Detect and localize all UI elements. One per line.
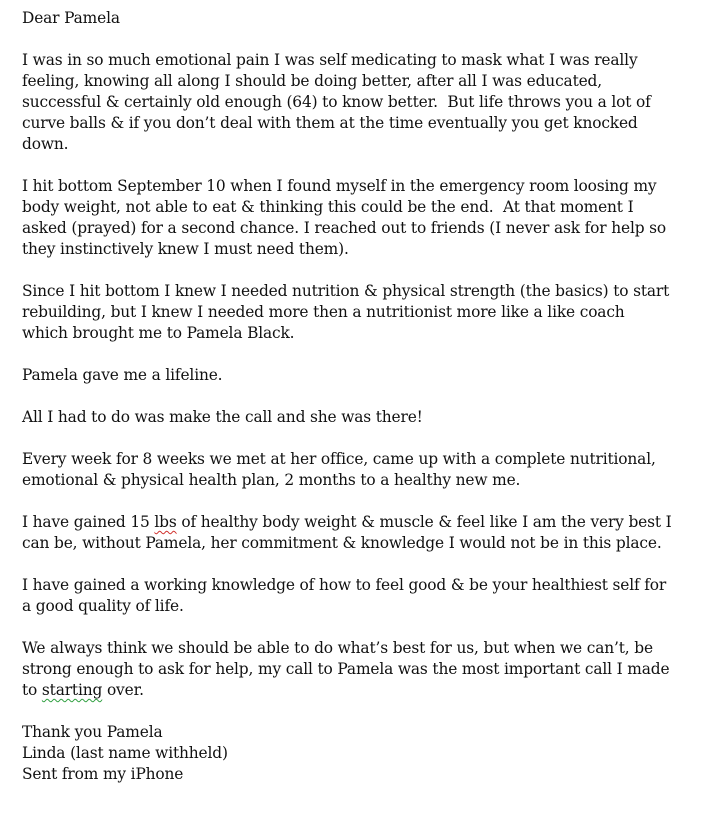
paragraph-gap xyxy=(22,428,712,449)
paragraph-7-line-1-start: I have gained 15 xyxy=(22,513,155,531)
paragraph-3-line-3: which brought me to Pamela Black. xyxy=(22,324,295,342)
closing-thanks: Thank you Pamela xyxy=(22,723,163,741)
paragraph-1-line-2: feeling, knowing all along I should be doing better, after all I was educated, xyxy=(22,72,603,90)
paragraph-1-line-1: I was in so much emotional pain I was self medicating to mask what I was really xyxy=(22,51,638,69)
closing-signature: Linda (last name withheld) xyxy=(22,744,228,762)
paragraph-gap xyxy=(22,344,712,365)
paragraph-9 xyxy=(22,638,712,701)
paragraph-5 xyxy=(22,407,712,428)
paragraph-gap xyxy=(22,491,712,512)
paragraph-gap xyxy=(22,155,712,176)
paragraph-gap xyxy=(22,617,712,638)
spelling-flagged-word: lbs xyxy=(154,513,177,531)
paragraph-9-line-3 xyxy=(22,680,712,701)
paragraph-1-line-4: curve balls & if you don’t deal with them at the time eventually you get knocked xyxy=(22,114,638,132)
paragraph-2-line-4: they instinctively knew I must need them). xyxy=(22,240,349,258)
paragraph-1-line-5: down. xyxy=(22,135,69,153)
paragraph-4 xyxy=(22,365,712,386)
paragraph-gap xyxy=(22,701,712,722)
paragraph-7-line-1-end: of healthy body weight & muscle & feel like I am the very best I xyxy=(176,513,672,531)
paragraph-2-line-3: asked (prayed) for a second chance. I reached out to friends (I never ask for help so xyxy=(22,219,667,237)
paragraph-9-line-1: We always think we should be able to do what’s best for us, but when we can’t, be xyxy=(22,639,653,657)
paragraph-7-line-2: can be, without Pamela, her commitment & knowledge I would not be in this place. xyxy=(22,534,662,552)
paragraph-3-line-1: Since I hit bottom I knew I needed nutrition & physical strength (the basics) to start xyxy=(22,282,670,300)
paragraph-3 xyxy=(22,281,712,344)
paragraph-6 xyxy=(22,449,712,491)
paragraph-9-line-3-end: over. xyxy=(102,681,144,699)
paragraph-8 xyxy=(22,575,712,617)
grammar-flagged-word: starting xyxy=(41,681,103,699)
paragraph-2-line-2: body weight, not able to eat & thinking this could be the end. At that moment I xyxy=(22,198,634,216)
paragraph-2-line-1: I hit bottom September 10 when I found myself in the emergency room loosing my xyxy=(22,177,657,195)
paragraph-1-line-3: successful & certainly old enough (64) to know better. But life throws you a lot of xyxy=(22,93,651,111)
paragraph-3-line-2: rebuilding, but I knew I needed more then a nutritionist more like a like coach xyxy=(22,303,625,321)
paragraph-6-line-2: emotional & physical health plan, 2 months to a healthy new me. xyxy=(22,471,521,489)
paragraph-gap xyxy=(22,29,712,50)
paragraph-gap xyxy=(22,260,712,281)
paragraph-7-line-1 xyxy=(22,512,712,533)
paragraph-5-line-1: All I had to do was make the call and she was there! xyxy=(22,408,423,426)
closing-block xyxy=(22,722,712,785)
letter-body xyxy=(22,8,712,785)
paragraph-2 xyxy=(22,176,712,260)
paragraph-9-line-2: strong enough to ask for help, my call to Pamela was the most important call I made xyxy=(22,660,670,678)
paragraph-1 xyxy=(22,50,712,155)
closing-sent-from: Sent from my iPhone xyxy=(22,765,184,783)
greeting: Dear Pamela xyxy=(22,9,120,27)
paragraph-8-line-2: a good quality of life. xyxy=(22,597,184,615)
paragraph-gap xyxy=(22,386,712,407)
paragraph-8-line-1: I have gained a working knowledge of how to feel good & be your healthiest self for xyxy=(22,576,667,594)
paragraph-9-line-3-start: to xyxy=(22,681,42,699)
paragraph-6-line-1: Every week for 8 weeks we met at her office, came up with a complete nutritional, xyxy=(22,450,656,468)
paragraph-gap xyxy=(22,554,712,575)
paragraph-4-line-1: Pamela gave me a lifeline. xyxy=(22,366,223,384)
paragraph-7 xyxy=(22,512,712,554)
